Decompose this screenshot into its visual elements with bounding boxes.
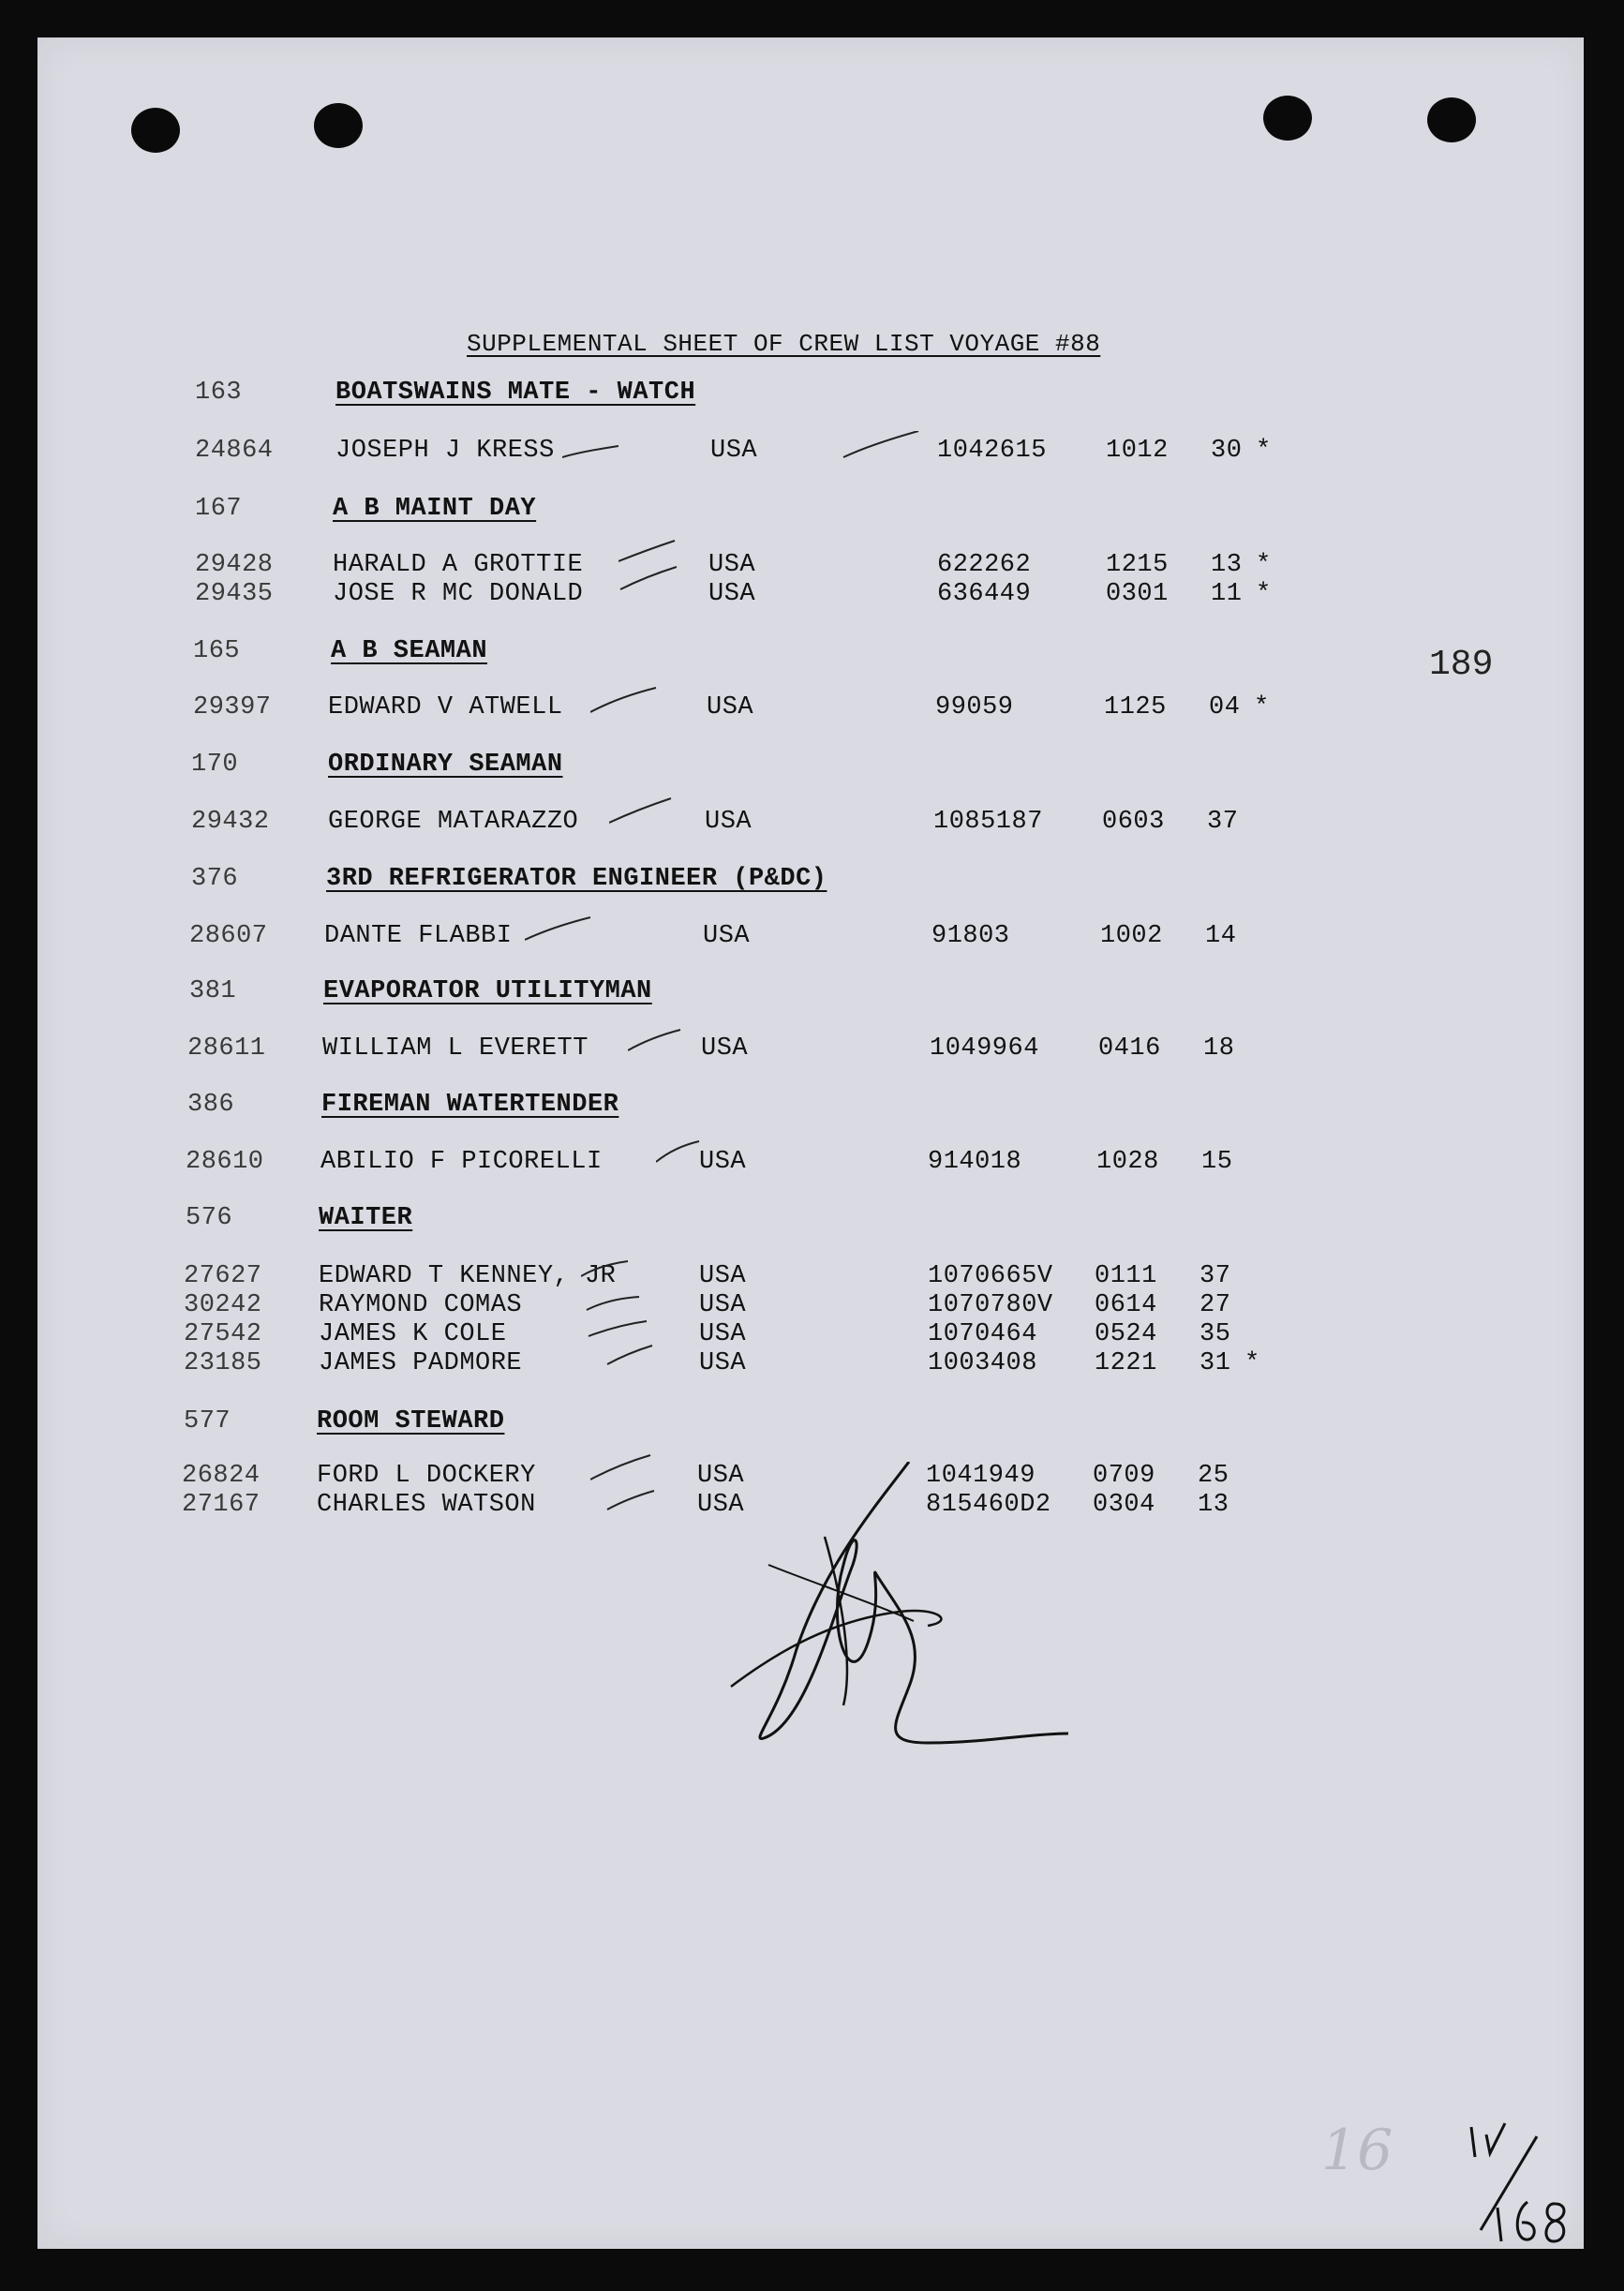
section-heading: 3RD REFRIGERATOR ENGINEER (P&DC) [326, 865, 827, 893]
crew-age: 15 [1201, 1148, 1233, 1176]
section-heading: WAITER [319, 1204, 413, 1232]
section-code: 165 [193, 637, 241, 665]
crew-name: GEORGE MATARAZZO [328, 808, 579, 836]
crew-age: 25 [1198, 1462, 1229, 1490]
section-heading: BOATSWAINS MATE - WATCH [335, 379, 696, 407]
crew-star: * [1256, 437, 1272, 465]
check-mark [525, 914, 609, 951]
crew-date: 0614 [1095, 1291, 1157, 1319]
crew-certificate: 815460D2 [926, 1491, 1051, 1519]
crew-date: 1221 [1095, 1349, 1157, 1377]
crew-name: JOSE R MC DONALD [333, 580, 584, 608]
signature [712, 1462, 1087, 1762]
crew-nationality: USA [710, 437, 758, 465]
check-mark [656, 1134, 712, 1181]
crew-star: * [1256, 580, 1272, 608]
section-heading: A B MAINT DAY [333, 495, 537, 523]
section-heading: ORDINARY SEAMAN [328, 751, 563, 779]
crew-nationality: USA [697, 1491, 745, 1519]
crew-certificate: 914018 [928, 1148, 1022, 1176]
crew-number: 29397 [193, 693, 272, 722]
punch-hole [1263, 96, 1312, 141]
crew-number: 27627 [184, 1262, 262, 1290]
crew-age: 35 [1199, 1320, 1231, 1348]
crew-certificate: 1003408 [928, 1349, 1037, 1377]
crew-date: 0603 [1102, 808, 1165, 836]
crew-nationality: USA [708, 551, 756, 579]
pencil-mark: 16 [1321, 2118, 1393, 2183]
crew-nationality: USA [705, 808, 752, 836]
crew-nationality: USA [708, 580, 756, 608]
crew-date: 0111 [1095, 1262, 1157, 1290]
crew-nationality: USA [699, 1262, 747, 1290]
document-sheet [37, 37, 1584, 2249]
section-heading: FIREMAN WATERTENDER [321, 1091, 619, 1119]
crew-number: 29435 [195, 580, 274, 608]
crew-age: 04 [1209, 693, 1241, 722]
crew-number: 28610 [186, 1148, 264, 1176]
crew-certificate: 1041949 [926, 1462, 1035, 1490]
crew-age: 14 [1205, 922, 1237, 950]
crew-star: * [1254, 693, 1270, 722]
check-mark [590, 1448, 675, 1523]
crew-certificate: 1070464 [928, 1320, 1037, 1348]
crew-name: JOSEPH J KRESS [335, 437, 555, 465]
crew-nationality: USA [703, 922, 751, 950]
crew-number: 29432 [191, 808, 270, 836]
corner-handwritten-mark [1462, 2118, 1593, 2249]
check-mark [628, 1026, 693, 1064]
section-code: 381 [189, 977, 237, 1005]
crew-certificate: 1085187 [933, 808, 1043, 836]
crew-number: 23185 [184, 1349, 262, 1377]
crew-date: 1012 [1106, 437, 1169, 465]
section-code: 376 [191, 865, 239, 893]
crew-number: 30242 [184, 1291, 262, 1319]
crew-date: 1125 [1104, 693, 1167, 722]
crew-name: JAMES K COLE [319, 1320, 507, 1348]
crew-date: 1215 [1106, 551, 1169, 579]
crew-nationality: USA [701, 1034, 749, 1063]
crew-age: 11 [1211, 580, 1243, 608]
crew-nationality: USA [699, 1320, 747, 1348]
crew-age: 13 [1211, 551, 1243, 579]
crew-certificate: 622262 [937, 551, 1032, 579]
crew-number: 24864 [195, 437, 274, 465]
punch-hole [314, 103, 363, 148]
check-mark [590, 684, 675, 722]
crew-name: HARALD A GROTTIE [333, 551, 584, 579]
check-mark [562, 431, 937, 469]
section-code: 577 [184, 1407, 231, 1436]
crew-star: * [1256, 551, 1272, 579]
crew-nationality: USA [699, 1148, 747, 1176]
crew-date: 0416 [1098, 1034, 1161, 1063]
crew-age: 37 [1199, 1262, 1231, 1290]
crew-certificate: 1042615 [937, 437, 1047, 465]
crew-date: 1002 [1100, 922, 1163, 950]
check-mark [581, 1256, 684, 1377]
crew-name: ABILIO F PICORELLI [320, 1148, 603, 1176]
crew-age: 30 [1211, 437, 1243, 465]
crew-certificate: 636449 [937, 580, 1032, 608]
crew-date: 0709 [1093, 1462, 1155, 1490]
section-heading: EVAPORATOR UTILITYMAN [323, 977, 652, 1005]
crew-number: 27542 [184, 1320, 262, 1348]
crew-name: FORD L DOCKERY [317, 1462, 536, 1490]
punch-hole [131, 108, 180, 153]
crew-name: CHARLES WATSON [317, 1491, 536, 1519]
crew-age: 37 [1207, 808, 1239, 836]
crew-certificate: 99059 [935, 693, 1014, 722]
section-heading: A B SEAMAN [331, 637, 488, 665]
crew-name: JAMES PADMORE [319, 1349, 523, 1377]
crew-age: 31 [1199, 1349, 1231, 1377]
crew-nationality: USA [707, 693, 754, 722]
crew-date: 0301 [1106, 580, 1169, 608]
crew-name: WILLIAM L EVERETT [322, 1034, 589, 1063]
crew-certificate: 91803 [931, 922, 1010, 950]
crew-age: 18 [1203, 1034, 1235, 1063]
crew-certificate: 1049964 [930, 1034, 1039, 1063]
check-mark [618, 539, 693, 595]
page-number: 189 [1429, 645, 1494, 685]
section-heading: ROOM STEWARD [317, 1407, 505, 1436]
crew-date: 1028 [1096, 1148, 1159, 1176]
crew-age: 13 [1198, 1491, 1229, 1519]
section-code: 386 [187, 1091, 235, 1119]
section-code: 170 [191, 751, 239, 779]
crew-certificate: 1070665V [928, 1262, 1053, 1290]
crew-star: * [1244, 1349, 1260, 1377]
crew-nationality: USA [699, 1349, 747, 1377]
section-code: 576 [186, 1204, 233, 1232]
section-code: 163 [195, 379, 243, 407]
punch-hole [1427, 97, 1476, 142]
crew-name: DANTE FLABBI [324, 922, 513, 950]
section-code: 167 [195, 495, 243, 523]
crew-name: RAYMOND COMAS [319, 1291, 523, 1319]
crew-name: EDWARD T KENNEY, JR [319, 1262, 617, 1290]
crew-date: 0304 [1093, 1491, 1155, 1519]
crew-number: 28611 [187, 1034, 266, 1063]
crew-number: 29428 [195, 551, 274, 579]
crew-nationality: USA [699, 1291, 747, 1319]
crew-nationality: USA [697, 1462, 745, 1490]
crew-number: 27167 [182, 1491, 261, 1519]
check-mark [609, 796, 684, 834]
crew-age: 27 [1199, 1291, 1231, 1319]
crew-date: 0524 [1095, 1320, 1157, 1348]
crew-name: EDWARD V ATWELL [328, 693, 563, 722]
crew-certificate: 1070780V [928, 1291, 1053, 1319]
crew-number: 28607 [189, 922, 268, 950]
document-title: SUPPLEMENTAL SHEET OF CREW LIST VOYAGE #88 [467, 330, 1101, 358]
crew-number: 26824 [182, 1462, 261, 1490]
